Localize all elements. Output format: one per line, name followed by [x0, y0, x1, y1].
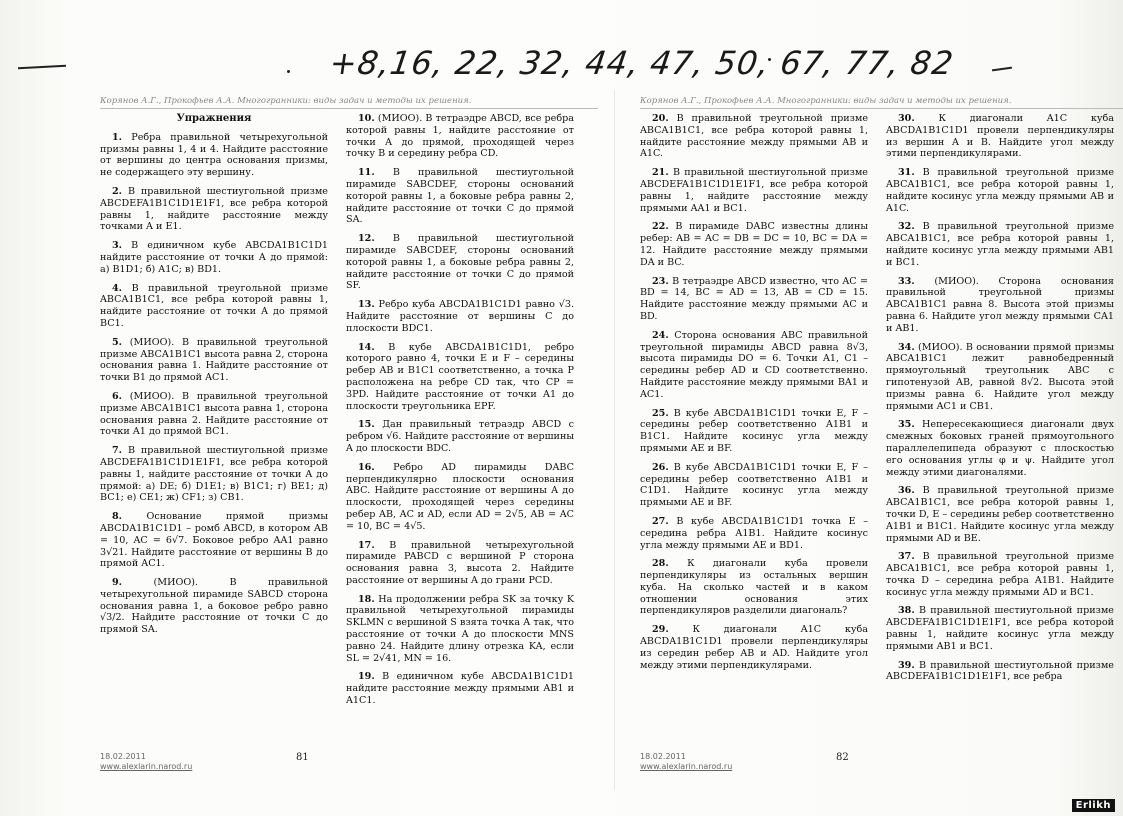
- exercise-number: 16.: [358, 461, 375, 473]
- exercise-number: 39.: [898, 659, 915, 671]
- exercise-item: [640, 516, 868, 551]
- exercise-number: 27.: [652, 515, 669, 527]
- exercise-text: В правильной шестиугольной призме ABCDEFA1B1C1D1E1F1, все ребра которой равны 1, найдите расстояние между прямыми AA1 и BC1.: [640, 167, 868, 214]
- exercise-number: 13.: [358, 299, 375, 311]
- exercise-text: К диагонали куба провели перпендикуляры из остальных вершин куба. На сколько частей и в каком отношении основания этих перпендикуляров разделили диагональ?: [640, 558, 868, 617]
- exercise-text: (МИОО). В основании прямой призмы ABCA1B1C1 лежит равнобедренный прямоугольный треугольник ABC с гипотенузой AB, равной 8√2. Высота этой призмы равна 6. Найдите угол между прямыми AC1 и CB1.: [886, 341, 1114, 412]
- exercise-text: Ребра правильной четырехугольной призмы равны 1, 4 и 4. Найдите расстояние от вершины до центра основания призмы, не содержащего эту вершину.: [100, 131, 328, 179]
- two-column-body: [100, 113, 598, 714]
- exercise-item: [100, 132, 328, 179]
- exercise-number: 22.: [652, 221, 669, 233]
- exercise-number: 6.: [112, 390, 123, 402]
- exercise-item: [640, 221, 868, 268]
- exercise-item: [100, 240, 328, 275]
- exercise-text: В правильной шестиугольной призме ABCDEFA1B1C1D1E1F1, все ребра: [886, 659, 1114, 683]
- footer-site-link[interactable]: www.alexlarin.narod.ru: [100, 762, 193, 771]
- exercise-text: (МИОО). В тетраэдре ABCD, все ребра которой равны 1, найдите расстояние от точки A до прямой, проходящей через точку B и середину ребра CD.: [346, 113, 574, 160]
- handwritten-exercise-list: +8,16, 22, 32, 44, 47, 50, 67, 77, 82: [327, 44, 957, 82]
- exercise-item: [100, 337, 328, 384]
- running-head: Корянов А.Г., Прокофьев А.А. Многогранники: виды задач и методы их решения.: [640, 96, 1123, 109]
- book-gutter: [614, 90, 615, 790]
- exercise-item: [640, 113, 868, 160]
- exercise-text: (МИОО). В правильной четырехугольной пирамиде SABCD сторона основания равна 1, а боковое ребро равно √3/2. Найдите расстояние от точки C до прямой SA.: [100, 577, 328, 636]
- right-page: [640, 96, 1123, 776]
- exercise-item: [886, 221, 1114, 268]
- exercise-number: 8.: [112, 511, 123, 523]
- exercise-number: 29.: [652, 624, 669, 636]
- exercise-item: [640, 408, 868, 455]
- exercise-list: [346, 113, 574, 707]
- exercise-item: [100, 283, 328, 330]
- exercise-item: [100, 445, 328, 504]
- exercise-number: 38.: [898, 605, 915, 617]
- exercise-text: В тетраэдре ABCD известно, что AC = BD = 14, BC = AD = 13, AB = CD = 15. Найдите расстояние между прямыми AC и BD.: [640, 275, 868, 322]
- exercise-text: Непересекающиеся диагонали двух смежных боковых граней прямоугольного параллелепипеда образуют с плоскостью его основания углы φ и ψ. Найдите угол между этими диагоналями.: [886, 419, 1114, 478]
- exercise-text: Основание прямой призмы ABCDA1B1C1D1 – ромб ABCD, в котором AB = 10, AC = 6√7. Боковое ребро AA1 равно 3√21. Найдите расстояние от вершины B до прямой AC1.: [100, 511, 328, 570]
- two-column-body: [640, 113, 1123, 690]
- exercise-number: 25.: [652, 407, 669, 419]
- exercise-number: 28.: [652, 558, 669, 570]
- exercise-number: 5.: [112, 336, 123, 348]
- exercise-item: [346, 462, 574, 533]
- exercise-number: 37.: [898, 551, 915, 563]
- exercise-text: К диагонали A1C куба ABCDA1B1C1D1 провели перпендикуляры из середин ребер AB и AD. Найдите угол между этими перпендикулярами.: [640, 624, 868, 671]
- page-footer: [100, 752, 598, 776]
- exercise-item: [886, 419, 1114, 478]
- exercise-item: [100, 391, 328, 438]
- exercise-number: 11.: [358, 167, 375, 179]
- exercise-item: [640, 276, 868, 323]
- exercise-number: 2.: [112, 185, 123, 197]
- page-number: 82: [836, 752, 849, 763]
- exercise-item: [346, 342, 574, 413]
- exercise-item: [346, 540, 574, 587]
- exercise-item: [886, 660, 1114, 684]
- exercise-item: [346, 419, 574, 454]
- exercise-item: [100, 186, 328, 233]
- exercise-text: В пирамиде DABC известны длины ребер: AB = AC = DB = DC = 10, BC = DA = 12. Найдите расстояние между прямыми DA и BC.: [640, 221, 868, 268]
- exercise-text: В правильной шестиугольной призме ABCDEFA1B1C1D1E1F1, все ребра которой равны 1, найдите расстояние от точки A до прямой: а) DE; б) D1E1; в) B1C1; г) BE1; д) BC1; е) CE1; ж) CF1; з) CB1.: [100, 445, 328, 504]
- exercise-list: [100, 132, 328, 636]
- exercise-text: В правильной треугольной призме ABCA1B1C1, все ребра которой равны 1, найдите косинус угла между прямыми AB1 и BC1.: [886, 221, 1114, 268]
- exercise-item: [346, 167, 574, 226]
- left-page: [100, 96, 598, 776]
- exercise-text: В правильной шестиугольной пирамиде SABCDEF, стороны оснований которой равны 1, а боковые ребра равны 2, найдите расстояние от точки C до прямой SF.: [346, 233, 574, 292]
- exercise-number: 34.: [898, 341, 915, 353]
- exercise-number: 32.: [898, 221, 915, 233]
- exercise-item: [886, 551, 1114, 598]
- exercise-item: [346, 671, 574, 706]
- exercise-number: 20.: [652, 113, 669, 124]
- column-1: [100, 113, 328, 714]
- exercise-item: [886, 342, 1114, 413]
- exercise-text: В правильной четырехугольной пирамиде PABCD с вершиной P сторона основания равна 3, высота 2. Найдите расстояние от вершины A до грани PCD.: [346, 539, 574, 586]
- exercise-text: В правильной треугольной призме ABCA1B1C1, все ребра которой равны 1, найдите косинус угла между прямыми AB и A1C.: [886, 167, 1114, 214]
- exercise-text: В кубе ABCDA1B1C1D1 точка E – середина ребра A1B1. Найдите косинус угла между прямыми AE и BD1.: [640, 515, 868, 551]
- exercise-number: 31.: [898, 167, 915, 179]
- exercise-text: К диагонали A1C куба ABCDA1B1C1D1 провели перпендикуляры из вершин A и B. Найдите угол между этими перпендикулярами.: [886, 113, 1114, 160]
- exercise-text: В кубе ABCDA1B1C1D1 точки E, F – середины ребер соответственно A1B1 и B1C1. Найдите косинус угла между прямыми AE и BF.: [640, 407, 868, 454]
- exercise-text: В правильной треугольной призме ABCA1B1C1, все ребра которой равны 1, найдите расстояние между прямыми AB и A1C.: [640, 113, 868, 160]
- exercise-text: (МИОО). В правильной треугольной призме ABCA1B1C1 высота равна 2, сторона основания равна 1. Найдите расстояние от точки B1 до прямой AC1.: [100, 336, 328, 384]
- footer-site-link[interactable]: www.alexlarin.narod.ru: [640, 762, 733, 771]
- exercise-number: 36.: [898, 485, 915, 497]
- exercise-text: Ребро AD пирамиды DABC перпендикулярно плоскости основания ABC. Найдите расстояние от вершины A до плоскости, проходящей через середины ребер AB, AC и AD, если AD = 2√5, AB = AC = 10, BC = 4√5.: [346, 461, 574, 532]
- footer-date: 18.02.2011: [640, 752, 686, 761]
- exercise-item: [886, 605, 1114, 652]
- exercise-text: В единичном кубе ABCDA1B1C1D1 найдите расстояние между прямыми AB1 и A1C1.: [346, 671, 574, 707]
- exercise-text: (МИОО). Сторона основания правильной треугольной призмы ABCA1B1C1 равна 8. Высота этой призмы равна 6. Найдите угол между прямыми CA1 и AB1.: [886, 275, 1114, 334]
- exercise-item: [886, 485, 1114, 544]
- exercise-text: В единичном кубе ABCDA1B1C1D1 найдите расстояние от точки A до прямой: а) B1D1; б) A1C; в) BD1.: [100, 240, 328, 275]
- exercise-item: [640, 624, 868, 671]
- exercise-number: 7.: [112, 445, 123, 457]
- running-head: Корянов А.Г., Прокофьев А.А. Многогранники: виды задач и методы их решения.: [100, 96, 598, 109]
- exercise-item: [346, 233, 574, 292]
- exercise-number: 10.: [358, 113, 375, 124]
- exercise-text: В правильной шестиугольной призме ABCDEFA1B1C1D1E1F1, все ребра которой равны 1, найдите расстояние между точками A и E1.: [100, 185, 328, 233]
- exercise-item: [346, 113, 574, 160]
- exercise-item: [886, 276, 1114, 335]
- exercise-number: 1.: [112, 131, 123, 143]
- exercise-number: 12.: [358, 233, 375, 245]
- exercise-number: 23.: [652, 275, 669, 287]
- exercise-item: [346, 299, 574, 334]
- exercise-number: 15.: [358, 419, 375, 431]
- exercise-item: [640, 330, 868, 401]
- exercise-item: [640, 167, 868, 214]
- exercise-item: [100, 511, 328, 570]
- pen-dot: [287, 70, 290, 73]
- exercise-text: В кубе ABCDA1B1C1D1 точки E, F – середины ребер соответственно A1B1 и C1D1. Найдите косинус угла между прямыми AE и BF.: [640, 461, 868, 509]
- exercise-text: Ребро куба ABCDA1B1C1D1 равно √3. Найдите расстояние от вершины C до плоскости BDC1.: [346, 299, 574, 334]
- page-footer: [640, 752, 1123, 776]
- exercise-number: 14.: [358, 341, 375, 353]
- section-title: Упражнения: [176, 113, 252, 124]
- exercise-text: Сторона основания ABC правильной треугольной пирамиды ABCD равна 8√3, высота пирамиды DO = 6. Точки A1, C1 – середины ребер AD и CD соответственно. Найдите расстояние между прямыми BA1 и AC1.: [640, 329, 868, 400]
- exercise-number: 18.: [358, 593, 375, 605]
- exercise-item: [346, 594, 574, 665]
- exercise-text: На продолжении ребра SK за точку K правильной четырехугольной пирамиды SKLMN с вершиной S взята точка A так, что расстояние от точки A до плоскости MNS равно 24. Найдите длину отрезка KA, если SL = 2√41, MN = 16.: [346, 593, 574, 664]
- exercise-item: [100, 577, 328, 636]
- exercise-item: [640, 462, 868, 509]
- column-1: [640, 113, 868, 690]
- exercise-text: В правильной треугольной призме ABCA1B1C1, все ребра которой равны 1, точки D, E – середины ребер соответственно A1B1 и B1C1. Найдите косинус угла между прямыми AD и BE.: [886, 485, 1114, 544]
- page-number: 81: [296, 752, 309, 763]
- footer-date: 18.02.2011: [100, 752, 146, 761]
- exercise-text: В правильной треугольной призме ABCA1B1C1, все ребра которой равны 1, найдите расстояние от точки A до прямой BC1.: [100, 282, 328, 329]
- column-2: [886, 113, 1114, 690]
- exercise-text: (МИОО). В правильной треугольной призме ABCA1B1C1 высота равна 1, сторона основания равна 2. Найдите расстояние от точки A1 до прямой BC1.: [100, 390, 328, 438]
- exercise-text: В кубе ABCDA1B1C1D1, ребро которого равно 4, точки E и F – середины ребер AB и B1C1 соответственно, а точка P расположена на ребре CD так, что CP = 3PD. Найдите расстояние от точки A1 до плоскости треугольника EPF.: [346, 341, 574, 412]
- exercise-number: 30.: [898, 113, 915, 124]
- exercise-number: 9.: [112, 577, 123, 589]
- exercise-item: [640, 558, 868, 617]
- exercise-number: 35.: [898, 419, 915, 431]
- exercise-number: 24.: [652, 329, 669, 341]
- exercise-text: В правильной шестиугольной пирамиде SABCDEF, стороны оснований которой равны 1, а боковые ребра равны 2, найдите расстояние от точки C до прямой SA.: [346, 167, 574, 226]
- watermark-badge: Erlikh: [1072, 799, 1115, 812]
- exercise-list: [640, 113, 868, 671]
- exercise-text: В правильной треугольной призме ABCA1B1C1, все ребра которой равны 1, точка D – середина ребра A1B1. Найдите косинус угла между прямыми AD и BC1.: [886, 551, 1114, 598]
- exercise-number: 3.: [112, 240, 123, 252]
- exercise-list: [886, 113, 1114, 683]
- exercise-text: В правильной шестиугольной призме ABCDEFA1B1C1D1E1F1, все ребра которой равны 1, найдите косинус угла между прямыми AB1 и BC1.: [886, 605, 1114, 652]
- exercise-number: 33.: [898, 275, 915, 287]
- column-2: [346, 113, 574, 714]
- exercise-item: [886, 167, 1114, 214]
- exercise-number: 4.: [112, 282, 123, 294]
- exercise-number: 17.: [358, 539, 375, 551]
- exercise-number: 26.: [652, 461, 669, 473]
- exercise-number: 19.: [358, 671, 375, 683]
- exercise-text: Дан правильный тетраэдр ABCD с ребром √6. Найдите расстояние от вершины A до плоскости BDC.: [346, 419, 574, 454]
- exercise-item: [886, 113, 1114, 160]
- exercise-number: 21.: [652, 167, 669, 179]
